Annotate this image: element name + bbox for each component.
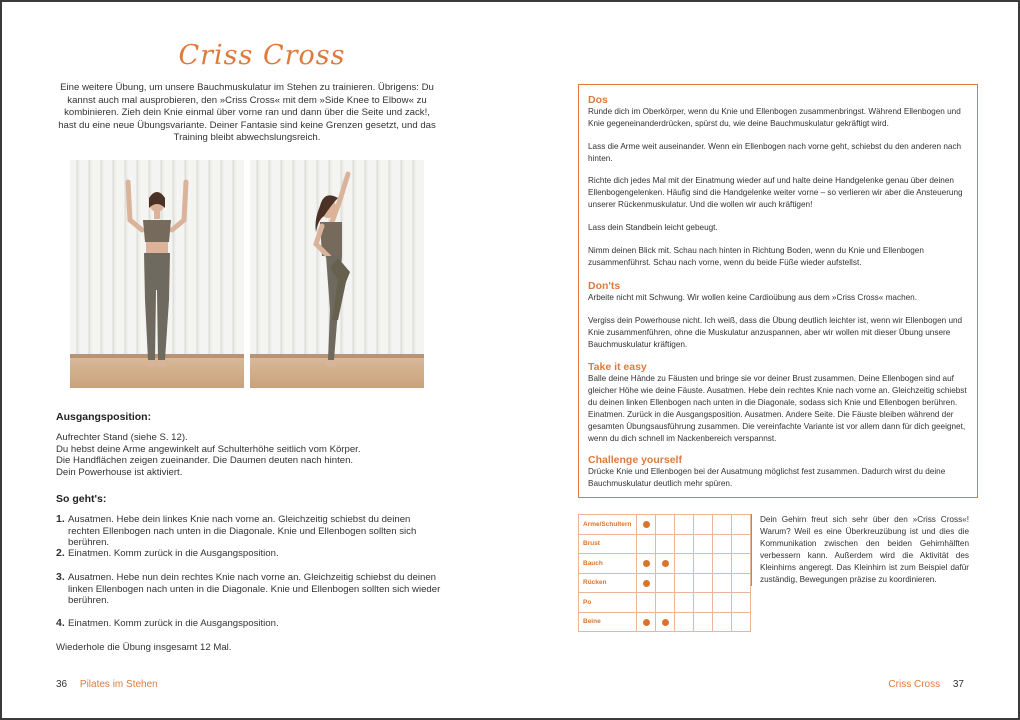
muscle-cell [656, 593, 675, 613]
dos-heading: Dos [588, 94, 608, 106]
step-text: Einatmen. Komm zurück in die Ausgangsposition. [68, 548, 279, 559]
step-text: Ausatmen. Hebe dein linkes Knie nach vorne an. Gleichzeitig schiebst du deinen rechten Ellenbogen nach unten in die Diagonale. Knie und Ellenbogen sollten sich berühren. [68, 514, 417, 549]
step-text: Ausatmen. Hebe nun dein rechtes Knie nach vorne an. Gleichzeitig schiebst du deinen linken Ellenbogen nach unten in die Diagonale. Knie und Ellenbogen sollten sich wieder berühren. [68, 572, 441, 607]
intro-paragraph: Eine weitere Übung, um unsere Bauchmuskulatur im Stehen zu trainieren. Übrigens: Du kannst auch mal ausprobieren, den »Criss Cross« mit dem »Side Knee to Elbow« zu kombinieren. Zieh dein Knie einmal über vorne ran und dann über die Seite und zack!, hast du eine neue Übungsvariante. Deiner Fantasie sind keine Grenzen gesetzt, und das Training bleibt abwechslungsreich. [58, 82, 436, 144]
muscle-cell [637, 593, 656, 613]
take-it-easy-heading: Take it easy [588, 361, 647, 373]
figure-criss-cross [250, 160, 424, 388]
dos-item: Nimm deinen Blick mit. Schau nach hinten in Richtung Boden, wenn du Knie und Ellenbogen zusammenführst. Schau nach vorne, wenn du beide Füße wieder aufstellst. [588, 246, 924, 267]
exercise-photo-knee-elbow [250, 160, 424, 388]
repeat-note: Wiederhole die Übung insgesamt 12 Mal. [56, 642, 232, 653]
step-3 [56, 572, 441, 607]
intensity-dot [662, 619, 669, 626]
step-number: 2. [56, 547, 65, 559]
intensity-dot [643, 619, 650, 626]
page-number-right: 37 [952, 679, 964, 690]
muscle-label: Po [579, 593, 637, 613]
muscle-cell [713, 593, 732, 613]
muscle-cell [675, 515, 694, 535]
step-2 [56, 548, 441, 560]
muscle-cell [656, 573, 675, 593]
muscle-cell [694, 554, 713, 574]
start-line: Die Handflächen zeigen zueinander. Die Daumen deuten nach hinten. [56, 455, 354, 467]
intensity-dot [643, 560, 650, 567]
figure-standing-arms-up [70, 160, 244, 388]
intensity-dot [643, 521, 650, 528]
muscle-cell [637, 573, 656, 593]
take-it-easy-text: Balle deine Hände zu Fäusten und bringe sie vor deiner Brust zusammen. Deine Ellenbogen sind auf gleicher Höhe wie deine Fäuste. Ausatmen. Hebe dein rechtes Knie nach vorne an. Gleichzeitig schiebst du deinen linken Ellenbogen nach unten in die Diagonale, sodass sich Knie und Ellenbogen berühren. Einatmen. Zurück in die Ausgangsposition. Ausatmen. Andere Seite. Die Fäuste bleiben während der gesamten Übungsausführung zusammen. Die vereinfachte Variante ist vor allem dann für dich geeignet, wenn du dich schnell im Nackenbereich verspannst. [588, 374, 967, 443]
muscle-cell [637, 554, 656, 574]
donts-heading: Don'ts [588, 280, 621, 292]
step-number: 4. [56, 617, 65, 629]
intensity-dot [643, 580, 650, 587]
muscle-cell [694, 612, 713, 632]
muscle-cell [713, 534, 732, 554]
start-line: Aufrechter Stand (siehe S. 12). [56, 432, 188, 443]
muscle-label: Rücken [579, 573, 637, 593]
start-line: Dein Powerhouse ist aktiviert. [56, 466, 183, 478]
muscle-row [579, 515, 751, 535]
challenge-text: Drücke Knie und Ellenbogen bei der Ausatmung möglichst fest zusammen. Dadurch wirst du deine Bauchmuskulatur deutlich mehr spüren. [588, 467, 946, 488]
dos-item: Runde dich im Oberkörper, wenn du Knie und Ellenbogen zusammenbringst. Während Ellenbogen und Knie gegeneinanderdrücken, spürst du, wie deine Bauchmuskulatur gekräftigt wird. [588, 107, 961, 128]
step-1 [56, 514, 441, 549]
muscle-cell [732, 573, 751, 593]
muscle-cell [675, 554, 694, 574]
muscle-cell [713, 612, 732, 632]
donts-item: Vergiss dein Powerhouse nicht. Ich weiß, dass die Übung deutlich leichter ist, wenn wir Ellenbogen und Knie zusammenführen, ohne die Muskulatur anzuspannen, aber wir wollen mit dieser Übung unsere Bauchmuskulatur kräftigen. [588, 316, 963, 349]
step-number: 3. [56, 571, 65, 583]
exercise-photo-start [70, 160, 244, 388]
muscle-cell [732, 554, 751, 574]
page-title: Criss Cross [178, 40, 346, 71]
muscle-label: Beine [579, 612, 637, 632]
step-4 [56, 618, 441, 630]
page-number-left: 36 [56, 679, 68, 690]
muscle-cell [694, 573, 713, 593]
how-to-heading: So geht's: [56, 493, 107, 505]
muscle-cell [694, 534, 713, 554]
muscle-label: Arme/Schultern [579, 515, 637, 535]
start-line: Du hebst deine Arme angewinkelt auf Schulterhöhe seitlich vom Körper. [56, 443, 361, 455]
muscle-row [579, 554, 751, 574]
muscle-cell [656, 534, 675, 554]
muscle-cell [732, 593, 751, 613]
muscle-table [578, 514, 751, 632]
footer-right [888, 679, 964, 690]
muscle-cell [732, 515, 751, 535]
donts-item: Arbeite nicht mit Schwung. Wir wollen keine Cardioübung aus dem »Criss Cross« machen. [588, 293, 918, 302]
step-number: 1. [56, 513, 65, 525]
start-position-heading: Ausgangsposition: [56, 411, 152, 423]
muscle-cell [675, 612, 694, 632]
muscle-label: Bauch [579, 554, 637, 574]
muscle-cell [694, 515, 713, 535]
start-position-text [56, 432, 441, 478]
muscle-cell [637, 515, 656, 535]
section-name-left: Pilates im Stehen [79, 679, 158, 690]
muscle-label: Brust [579, 534, 637, 554]
muscle-cell [713, 573, 732, 593]
intensity-dot [662, 560, 669, 567]
brain-info: Dein Gehirn freut sich sehr über den »Criss Cross«! Warum? Weil es eine Überkreuzübung ist und dies die Kommunikation zwischen den beiden Gehirnhälften verbessern kann. Außerdem wird die Aktivität des Kleinhirns angeregt. Das Kleinhirn ist zum Beispiel dafür zuständig, Bewegungen präzise zu koordinieren. [751, 514, 969, 586]
challenge-heading: Challenge yourself [588, 454, 682, 466]
muscle-cell [656, 554, 675, 574]
dos-item: Richte dich jedes Mal mit der Einatmung wieder auf und halte deine Handgelenke genau über deinen Ellenbogengelenken. Häufig sind die Handgelenke weiter vorne – so verlieren wir aber die Ansteuerung unserer Rückenmuskulatur. Und die wollen wir auch kräftigen! [588, 176, 963, 209]
dos-item: Lass die Arme weit auseinander. Wenn ein Ellenbogen nach vorne geht, schiebst du den anderen nach hinten. [588, 142, 962, 163]
muscle-cell [732, 534, 751, 554]
muscle-cell [656, 612, 675, 632]
muscle-row [579, 534, 751, 554]
muscle-cell [675, 593, 694, 613]
section-name-right: Criss Cross [888, 679, 941, 690]
tips-box [578, 84, 978, 498]
muscle-cell [637, 534, 656, 554]
dos-item: Lass dein Standbein leicht gebeugt. [588, 223, 718, 232]
muscle-cell [637, 612, 656, 632]
footer-left [56, 679, 158, 690]
muscle-row [579, 573, 751, 593]
muscle-cell [713, 515, 732, 535]
muscle-cell [675, 573, 694, 593]
muscle-cell [675, 534, 694, 554]
muscle-cell [732, 612, 751, 632]
step-text: Einatmen. Komm zurück in die Ausgangsposition. [68, 618, 279, 629]
muscle-row [579, 593, 751, 613]
muscle-cell [656, 515, 675, 535]
muscle-row [579, 612, 751, 632]
muscle-cell [713, 554, 732, 574]
muscle-cell [694, 593, 713, 613]
